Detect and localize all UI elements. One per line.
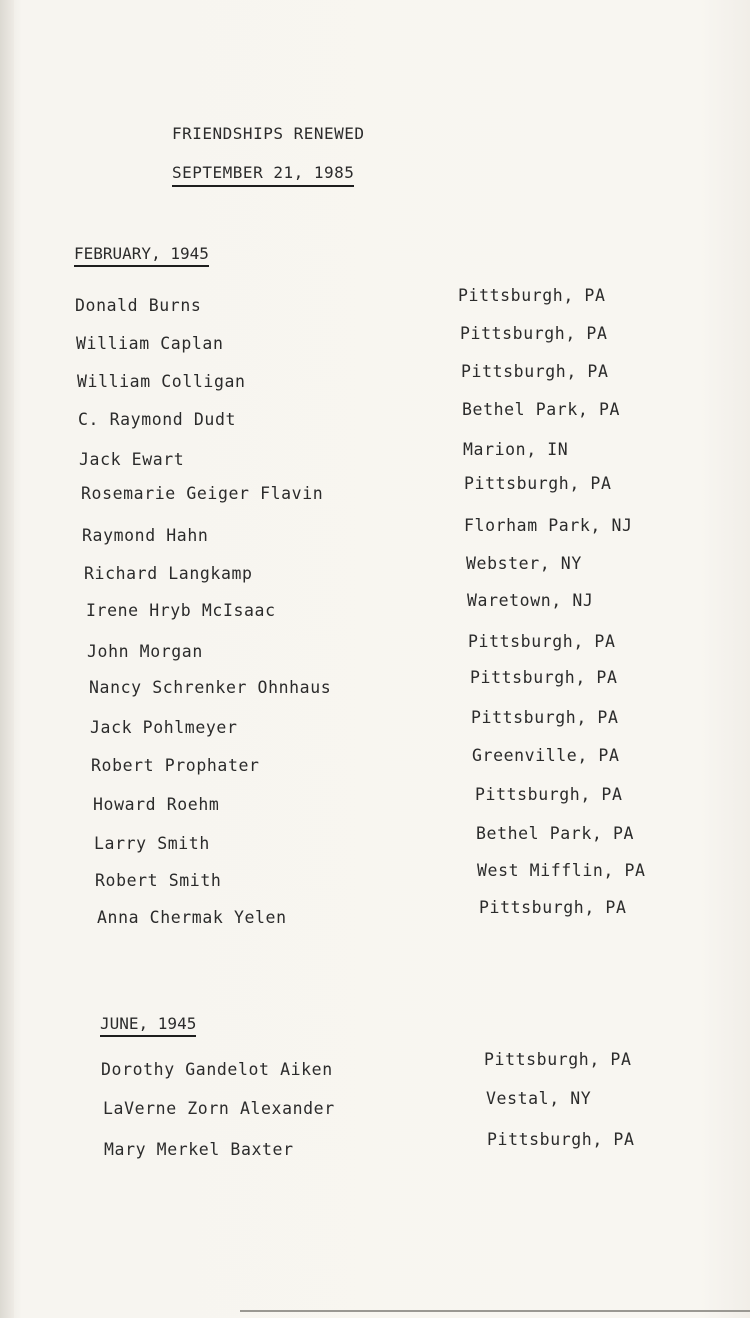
entry-place: Pittsburgh, PA [470,668,618,687]
entry-name: Donald Burns [75,296,202,315]
entry-name: Nancy Schrenker Ohnhaus [89,678,332,697]
entry-place: Bethel Park, PA [462,400,621,419]
entry-place: Pittsburgh, PA [461,362,609,381]
entry-place: Marion, IN [463,440,569,459]
entry-name: Jack Pohlmeyer [90,718,238,737]
entry-name: Rosemarie Geiger Flavin [81,484,324,503]
document-date: SEPTEMBER 21, 1985 [172,163,354,187]
entry-name: John Morgan [87,642,203,661]
entry-name: LaVerne Zorn Alexander [103,1099,335,1118]
entry-place: Pittsburgh, PA [464,474,612,493]
entry-place: Greenville, PA [472,746,620,765]
entry-name: William Caplan [76,334,224,353]
entry-name: Richard Langkamp [84,564,253,583]
page-bottom-edge [240,1310,750,1312]
document-title: FRIENDSHIPS RENEWED [172,124,365,143]
entry-place: Bethel Park, PA [476,824,635,843]
entry-place: Pittsburgh, PA [460,324,608,343]
section-heading-february-1945: FEBRUARY, 1945 [74,244,209,267]
entry-name: Irene Hryb McIsaac [86,601,276,620]
entry-place: Pittsburgh, PA [479,898,627,917]
entry-name: Dorothy Gandelot Aiken [101,1060,333,1079]
entry-place: Pittsburgh, PA [458,286,606,305]
entry-name: Raymond Hahn [82,526,209,545]
entry-place: Pittsburgh, PA [468,632,616,651]
entry-name: Howard Roehm [93,795,220,814]
entry-name: Robert Smith [95,871,222,890]
entry-place: Pittsburgh, PA [484,1050,632,1069]
entry-place: Florham Park, NJ [464,516,633,535]
entry-place: Waretown, NJ [467,591,594,610]
entry-place: Webster, NY [466,554,582,573]
entry-place: West Mifflin, PA [477,861,646,880]
entry-name: William Colligan [77,372,246,391]
entry-name: Larry Smith [94,834,210,853]
entry-place: Pittsburgh, PA [487,1130,635,1149]
entry-place: Vestal, NY [486,1089,592,1108]
page-binding-edge [0,0,14,1318]
entry-name: Anna Chermak Yelen [97,908,287,927]
section-heading-june-1945: JUNE, 1945 [100,1014,196,1037]
entry-place: Pittsburgh, PA [471,708,619,727]
entry-name: C. Raymond Dudt [78,410,237,429]
entry-name: Jack Ewart [79,450,185,469]
entry-name: Mary Merkel Baxter [104,1140,294,1159]
entry-place: Pittsburgh, PA [475,785,623,804]
entry-name: Robert Prophater [91,756,260,775]
